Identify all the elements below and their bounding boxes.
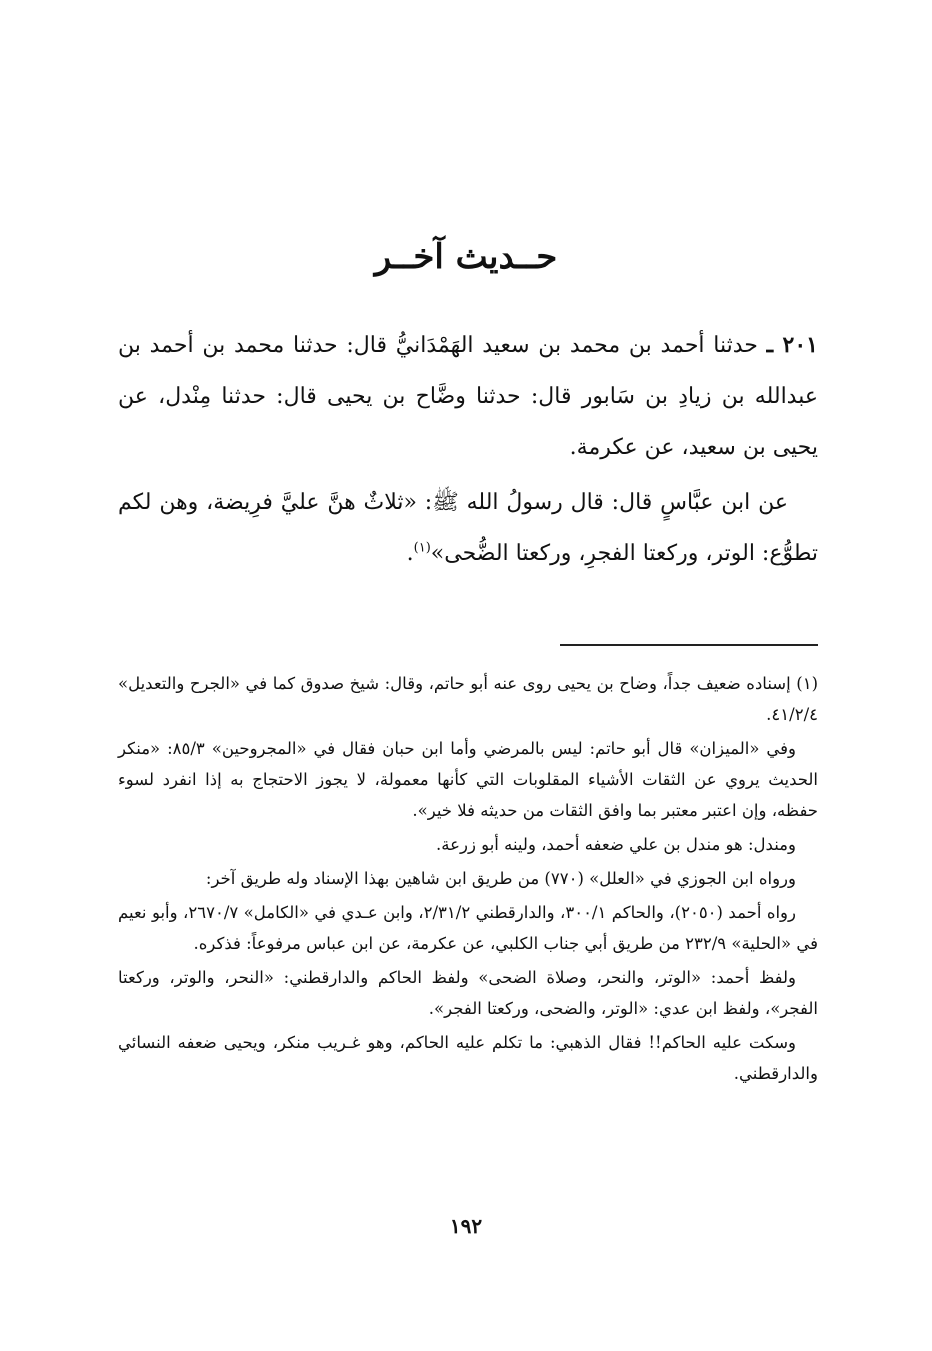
footnote-separator xyxy=(560,644,818,646)
hadith-isnad-paragraph xyxy=(118,320,818,473)
hadith-isnad: حدثنا أحمد بن محمد بن سعيد الهَمْدَانيُّ قال: حدثنا محمد بن أحمد بن عبدالله بن زيادِ بن سَابور قال: حدثنا وضَّاح بن يحيى قال: حدثنا مِنْدل، عن يحيى بن سعيد، عن عكرمة. xyxy=(118,333,818,460)
footnote-paragraph: وفي «الميزان» قال أبو حاتم: ليس بالمرضي وأما ابن حبان فقال في «المجروحين» ٨٥/٣: «منكر الحديث يروي عن الثقات الأشياء المقلوبات التي كأنها معمولة، لا يجوز الاحتجاج به إذا انفرد لسوء حفظه، وإن اعتبر معتبر بما وافق الثقات من حديثه فلا خير». xyxy=(118,739,818,820)
chapter-title: حــديث آخــر xyxy=(374,237,558,277)
footnote-paragraph: وسكت عليه الحاكم!! فقال الذهبي: ما تكلم عليه الحاكم، وهو غـريب منكر، ويحيى ضعفه النسائي والدارقطني. xyxy=(118,1033,818,1083)
hadith-number: ٢٠١ ـ xyxy=(766,332,818,358)
footnotes xyxy=(118,668,818,1092)
hadith-end-mark: . xyxy=(406,541,414,566)
footnote-paragraph: رواه أحمد (٢٠٥٠)، والحاكم ٣٠٠/١، والدارقطني ٢/٣١/٢، وابن عـدي في «الكامل» ٢٦٧٠/٧، وأبو نعيم في «الحلية» ٢٣٢/٩ من طريق أبي جناب الكلبي، عن عكرمة، عن ابن عباس مرفوعاً: فذكره. xyxy=(118,903,818,953)
hadith-text xyxy=(118,320,818,579)
footnote-paragraph: ومندل: هو مندل بن علي ضعفه أحمد، ولينه أبو زرعة. xyxy=(436,835,796,854)
hadith-matn-paragraph xyxy=(118,477,818,579)
hadith-matn: عن ابن عبَّاسٍ قال: قال رسولُ الله ﷺ: «ثلاثٌ هنَّ عليَّ فرِيضة، وهن لكم تطوُّع: الوتر، وركعتا الفجرِ، وركعتا الضُّحى» xyxy=(118,490,818,566)
footnote-paragraph: ولفظ أحمد: «الوتر، والنحر، وصلاة الضحى» ولفظ الحاكم والدارقطني: «النحر، والوتر، وركعتا الفجر»، ولفظ ابن عدي: «الوتر، والضحى، وركعتا الفجر». xyxy=(118,968,818,1018)
footnote-reference: (١) xyxy=(413,540,431,556)
page-number: ١٩٢ xyxy=(449,1214,483,1238)
footnote-paragraph: ورواه ابن الجوزي في «العلل» (٧٧٠) من طريق ابن شاهين بهذا الإسناد وله طريق آخر: xyxy=(205,869,796,888)
footnote-paragraph: (١) إسناده ضعيف جداً، وضاح بن يحيى روى عنه أبو حاتم، وقال: شيخ صدوق كما في «الجرح والتعديل» ٤١/٢/٤. xyxy=(118,674,818,724)
